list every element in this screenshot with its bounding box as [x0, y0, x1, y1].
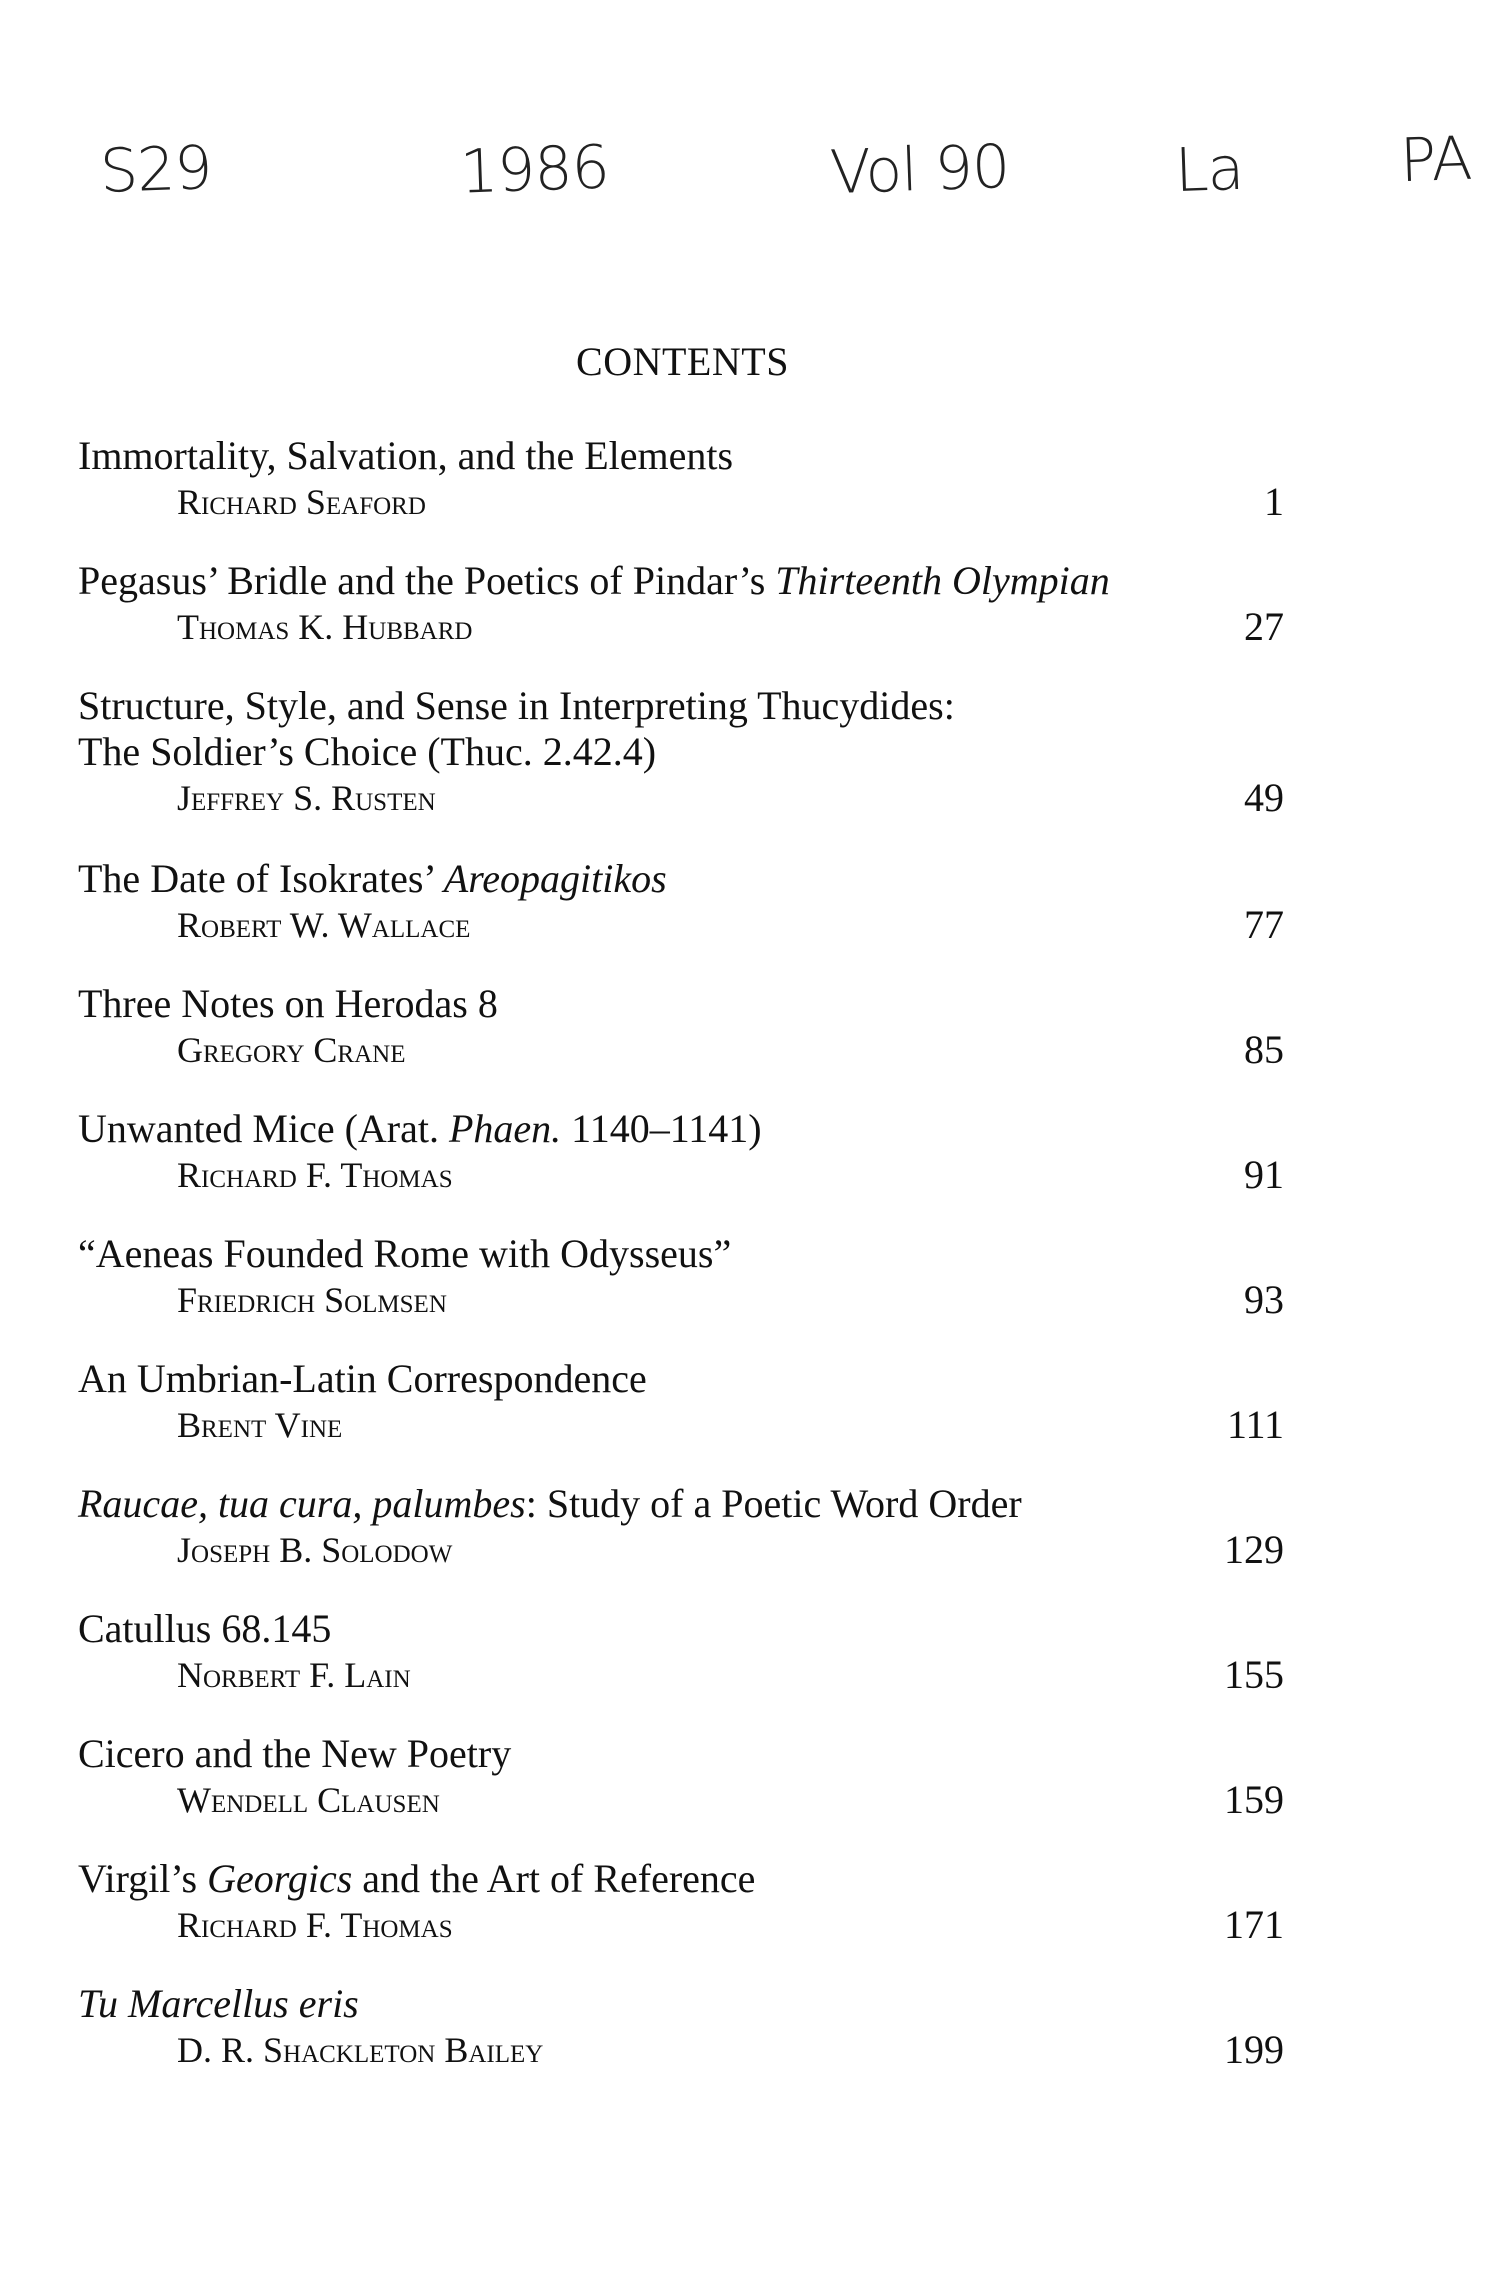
page-number: 199: [1224, 2027, 1284, 2072]
page-number: 129: [1224, 1527, 1284, 1572]
page-number: 111: [1226, 1402, 1284, 1447]
article-title: Virgil’s Georgics and the Art of Reference: [78, 1856, 756, 1901]
page-number: 159: [1224, 1777, 1284, 1822]
page-title: CONTENTS: [576, 339, 789, 384]
article-author: Brent Vine: [177, 1405, 343, 1445]
article-title: Cicero and the New Poetry: [78, 1731, 512, 1776]
toc-entry: [78, 683, 1284, 856]
article-author: Jeffrey S. Rusten: [177, 778, 436, 818]
toc-entry: [78, 1856, 1284, 1981]
page-number: 91: [1244, 1152, 1284, 1197]
article-author: Joseph B. Solodow: [177, 1530, 453, 1570]
article-author: Wendell Clausen: [177, 1780, 440, 1820]
article-title: Immortality, Salvation, and the Elements: [78, 433, 734, 478]
toc-entry: [78, 433, 1284, 558]
handwritten-note: Vol 90: [828, 131, 1011, 209]
table-of-contents: [78, 433, 1284, 2106]
article-author: Thomas K. Hubbard: [177, 607, 473, 647]
article-author: Norbert F. Lain: [177, 1655, 411, 1695]
toc-entry: [78, 1481, 1284, 1606]
handwritten-note: S29: [98, 133, 213, 207]
article-title: Unwanted Mice (Arat. Phaen. 1140–1141): [78, 1106, 762, 1151]
page-number: 1: [1264, 479, 1284, 524]
page-number: 171: [1224, 1902, 1284, 1947]
article-title: Tu Marcellus eris: [78, 1981, 359, 2026]
article-title: “Aeneas Founded Rome with Odysseus”: [78, 1231, 732, 1276]
page-number: 93: [1244, 1277, 1284, 1322]
page-number: 49: [1244, 775, 1284, 820]
article-title: Structure, Style, and Sense in Interpreting Thucydides:: [78, 683, 955, 728]
toc-entry: [78, 856, 1284, 981]
article-title-continued: The Soldier’s Choice (Thuc. 2.42.4): [78, 729, 657, 774]
article-author: Robert W. Wallace: [177, 905, 471, 945]
page-number: 77: [1244, 902, 1284, 947]
toc-entry: [78, 1606, 1284, 1731]
handwritten-note: PA: [1398, 123, 1473, 197]
toc-entry: [78, 1731, 1284, 1856]
page-number: 27: [1244, 604, 1284, 649]
article-title: Catullus 68.145: [78, 1606, 332, 1651]
article-author: Richard F. Thomas: [177, 1155, 453, 1195]
article-author: Gregory Crane: [177, 1030, 406, 1070]
toc-entry: [78, 1356, 1284, 1481]
article-author: Richard F. Thomas: [177, 1905, 453, 1945]
toc-entry: [78, 558, 1284, 683]
toc-entry: [78, 981, 1284, 1106]
article-title: The Date of Isokrates’ Areopagitikos: [78, 856, 667, 901]
toc-entry: [78, 1106, 1284, 1231]
article-title: An Umbrian-Latin Correspondence: [78, 1356, 647, 1401]
article-title: Pegasus’ Bridle and the Poetics of Pindar’s Thirteenth Olympian: [78, 558, 1110, 603]
handwritten-note: La: [1173, 133, 1245, 207]
article-author: D. R. Shackleton Bailey: [177, 2030, 544, 2070]
article-title: Three Notes on Herodas 8: [78, 981, 498, 1026]
article-title: Raucae, tua cura, palumbes: Study of a Poetic Word Order: [78, 1481, 1022, 1526]
toc-entry: [78, 1981, 1284, 2106]
toc-entry: [78, 1231, 1284, 1356]
page-number: 85: [1244, 1027, 1284, 1072]
page-number: 155: [1224, 1652, 1284, 1697]
article-author: Friedrich Solmsen: [177, 1280, 447, 1320]
handwritten-note: 1986: [458, 132, 610, 208]
article-author: Richard Seaford: [177, 482, 426, 522]
